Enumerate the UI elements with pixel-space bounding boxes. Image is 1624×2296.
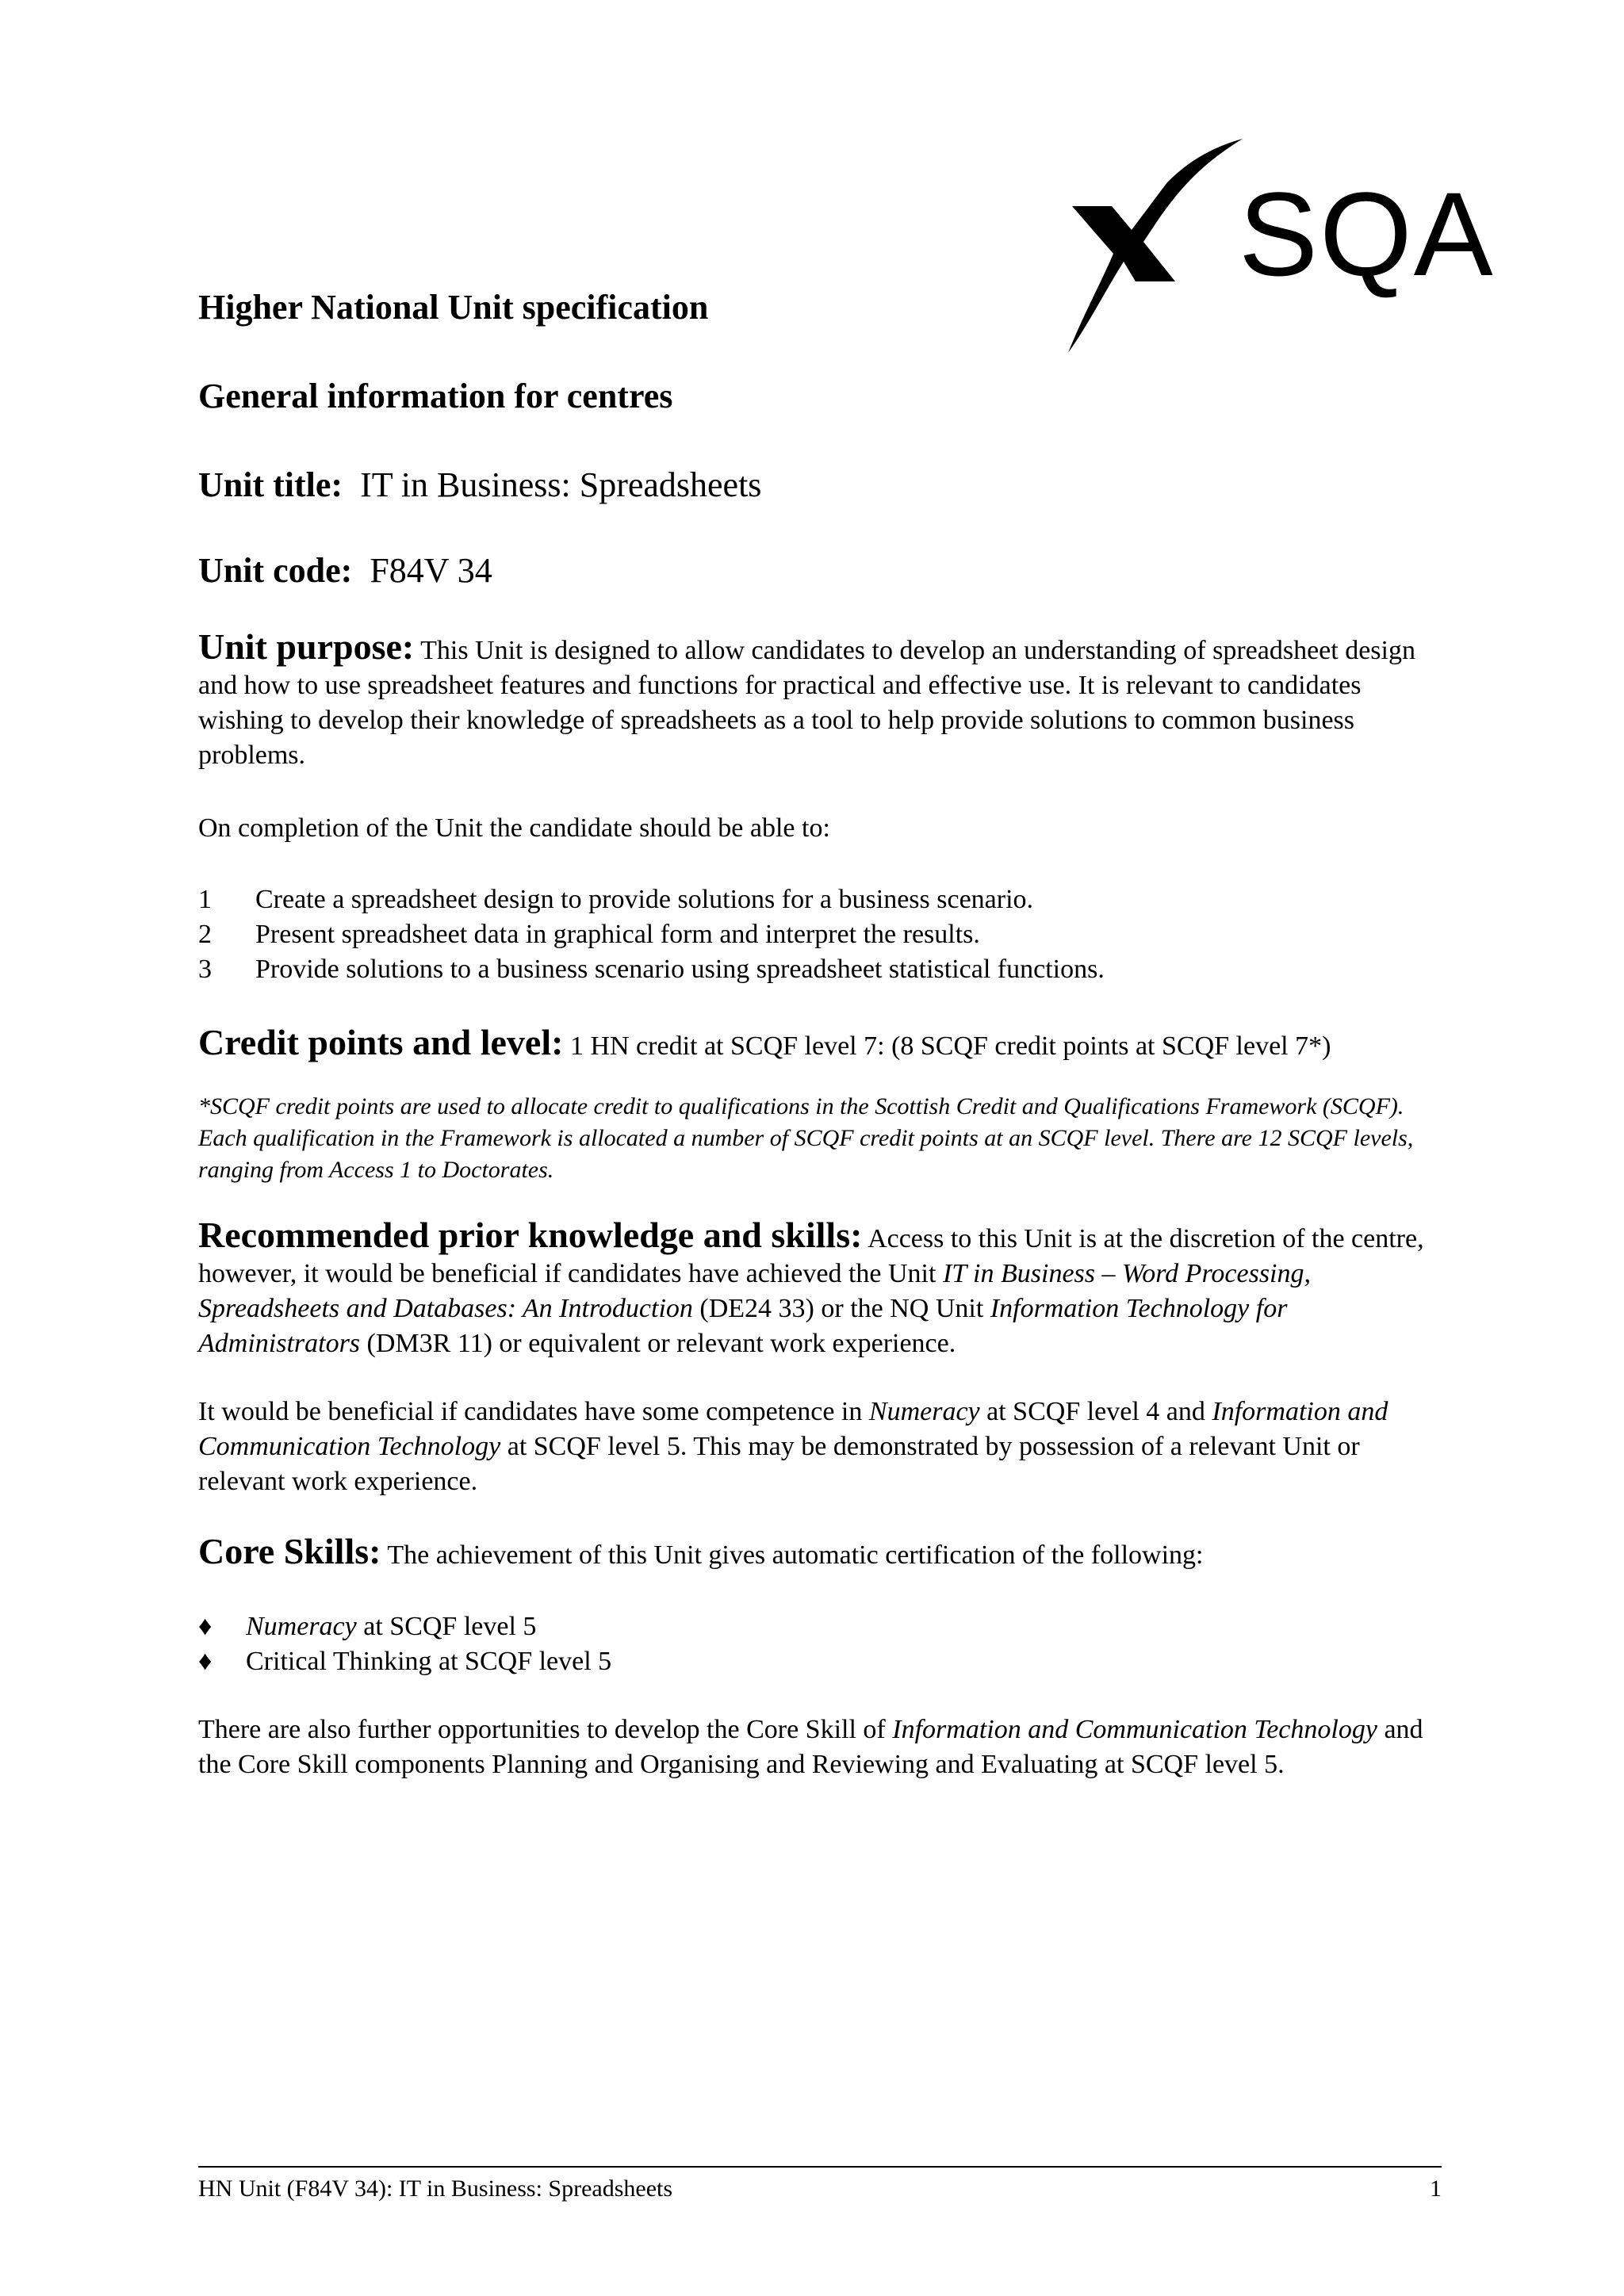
credit-points: [198, 1022, 1443, 1064]
prior-unit-name: IT in Business – Word Processing, Spreadsheets and Databases: An Introduction: [198, 1259, 1312, 1323]
diamond-bullet-icon: ♦: [198, 1612, 213, 1641]
core-skill-name: Numeracy: [246, 1612, 357, 1641]
prior-text: (DE24 33) or the NQ Unit: [699, 1294, 984, 1323]
sqa-logo-text: SQA: [1239, 167, 1495, 300]
list-item: [198, 1644, 1443, 1679]
page-footer: [198, 2174, 1442, 2204]
diamond-bullet-icon: ♦: [198, 1647, 213, 1676]
prior-unit-name: Information Technology for Administrators: [198, 1294, 1288, 1358]
scqf-note: *SCQF credit points are used to allocate credit to qualifications in the Scottish Credit and Qualifications Framework (SCQF). Each qualification in the Framework is allocated a number of SCQF credit points at an SCQF level. There are 12 SCQF levels, ranging from Access 1 to Doctorates.: [198, 1093, 1414, 1183]
unit-title-label: Unit title:: [198, 465, 343, 504]
outcome-text: Present spreadsheet data in graphical form and interpret the results.: [255, 920, 980, 949]
core-skills: [198, 1531, 1443, 1573]
page-subtitle: General information for centres: [198, 377, 673, 415]
core-skills-text: The achievement of this Unit gives automatic certification of the following:: [387, 1540, 1204, 1570]
list-item: [198, 1609, 1443, 1644]
prior-text: (DM3R 11) or equivalent or relevant work experience.: [366, 1329, 956, 1358]
prior-competence: [198, 1395, 1443, 1499]
outcome-text: Create a spreadsheet design to provide solutions for a business scenario.: [255, 885, 1034, 914]
list-item: [198, 952, 1443, 987]
outcome-number: 3: [198, 955, 212, 984]
main-content: [198, 285, 1443, 1782]
prior-skill: Information and Communication Technology: [198, 1397, 1388, 1461]
footer-title: HN Unit (F84V 34): IT in Business: Spreadsheets: [198, 2175, 673, 2202]
core-skill-name: Information and Communication Technology: [892, 1715, 1377, 1744]
credit-points-text: 1 HN credit at SCQF level 7: (8 SCQF credit points at SCQF level 7*): [569, 1031, 1331, 1061]
unit-purpose-label: Unit purpose:: [198, 626, 415, 667]
outcome-number: 1: [198, 885, 212, 914]
core-text: There are also further opportunities to develop the Core Skill of: [198, 1715, 886, 1744]
unit-code-row: [198, 549, 1443, 593]
prior-text: It would be beneficial if candidates have some competence in: [198, 1397, 863, 1426]
outcomes-list: [198, 882, 1443, 987]
unit-title-value: IT in Business: Spreadsheets: [360, 465, 762, 504]
unit-purpose: [198, 626, 1443, 773]
prior-knowledge-label: Recommended prior knowledge and skills:: [198, 1215, 863, 1255]
core-skill-name: Critical Thinking at SCQF level 5: [246, 1647, 612, 1676]
prior-text: at SCQF level 4 and: [986, 1397, 1205, 1426]
unit-title-row: [198, 463, 1443, 507]
core-skills-further: [198, 1712, 1443, 1782]
unit-purpose-text-first: This Unit is designed to allow candidates to develop an understanding of: [420, 636, 1206, 665]
list-item: [198, 882, 1443, 917]
core-skills-list: [198, 1609, 1443, 1679]
prior-text: Access to this Unit is at the discretion of the centre, however, it would be beneficial if candidates have achieved the Unit: [198, 1224, 1424, 1288]
prior-text: at SCQF level 5. This may be demonstrated by possession of a relevant Unit or relevant work experience.: [198, 1432, 1360, 1496]
footer-divider: [198, 2166, 1442, 2168]
unit-code-label: Unit code:: [198, 551, 353, 590]
core-skill-level: at SCQF level 5: [363, 1612, 537, 1641]
outcome-text: Provide solutions to a business scenario using spreadsheet statistical functions.: [255, 955, 1105, 984]
unit-code-value: F84V 34: [370, 551, 492, 590]
page-number: 1: [1430, 2175, 1442, 2202]
core-skills-label: Core Skills:: [198, 1531, 381, 1571]
core-text: and the Core Skill components Planning and Organising and Reviewing and Evaluating at SCQF level 5.: [198, 1715, 1423, 1779]
prior-knowledge: [198, 1215, 1443, 1361]
list-item: [198, 917, 1443, 952]
prior-skill: Numeracy: [868, 1397, 980, 1426]
page-title: Higher National Unit specification: [198, 288, 709, 327]
outcomes-intro: On completion of the Unit the candidate should be able to:: [198, 813, 830, 843]
unit-purpose-text-rest: spreadsheet design and how to use spreadsheet features and functions for practical and effective use. It is relevant to candidates wishing to develop their knowledge of spreadsheets as a tool to help provide solutions to common business problems.: [198, 636, 1415, 770]
outcome-number: 2: [198, 920, 212, 949]
credit-points-label: Credit points and level:: [198, 1022, 564, 1062]
